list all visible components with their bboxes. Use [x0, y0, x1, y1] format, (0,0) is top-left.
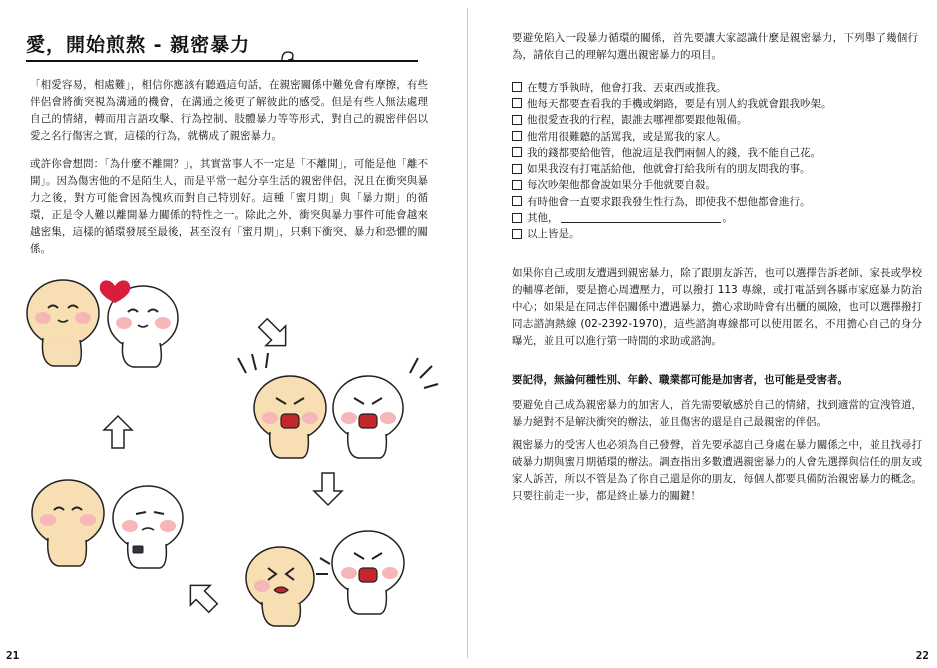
warning-text: 要記得，無論何種性別、年齡、職業都可能是加害者，也可能是受害者。 — [512, 374, 848, 386]
arrow-down-icon — [314, 473, 342, 505]
checkbox[interactable] — [512, 115, 522, 125]
checklist-item[interactable]: 每次吵架他都會說如果分手他就要自殺。 — [512, 177, 922, 193]
left-page — [0, 0, 466, 668]
happy-couple-figure — [27, 280, 178, 367]
victim-paragraph: 親密暴力的受害人也必須為自己發聲，首先要承認自己身處在暴力關係之中，並且找尋打破暴力期與蜜月期循環的辦法。調查指出多數遭遇親密暴力的人會先選擇與信任的朋友或家人訴苦，所以不管是為了你自己還是你的朋友，每個人都要具備防治親密暴力的概念。只要往前走一步，都是終止暴力的關鍵！ — [512, 439, 922, 502]
checkbox[interactable] — [512, 98, 522, 108]
cycle-paragraph: 或許你會想問：「為什麼不離開？」，其實當事人不一定是「不離開」，可能是他「離不開」。因為傷害他的不是陌生人，而是平常一起分享生活的親密伴侶，況且在衝突與暴力之後，對方可能會因為愧疚而對自己特別好。這種「蜜月期」與「暴力期」的循環，正是令人難以離開暴力關係的特性之一。除此之外，衝突與暴力事件可能會越來越密集，這樣的循環發展至最後，甚至沒有「蜜月期」，只剩下衝突、暴力和恐懼的關係。 — [30, 158, 428, 255]
arrow-up-icon — [104, 416, 132, 448]
checklist-item[interactable]: 他很愛查我的行程，跟誰去哪裡都要跟他報備。 — [512, 112, 922, 128]
page-title: 愛，開始煎熬 - 親密暴力 — [26, 34, 251, 56]
checklist-item[interactable]: 在雙方爭執時，他會打我、丟東西或推我。 — [512, 79, 922, 95]
checklist-item[interactable]: 如果我沒有打電話給他，他就會打給我所有的朋友問我的事。 — [512, 160, 922, 176]
checklist-item[interactable]: 以上皆是。 — [512, 226, 922, 242]
checkbox[interactable] — [512, 180, 522, 190]
violence-checklist — [512, 79, 922, 242]
checkbox[interactable] — [512, 213, 522, 223]
right-page — [470, 0, 937, 668]
fighting-couple-figure — [246, 531, 404, 626]
checkbox[interactable] — [512, 164, 522, 174]
quiz-intro: 要避免陷入一段暴力循環的關係，首先要讓大家認識什麼是親密暴力，下列舉了幾個行為，請依自己的理解勾選出親密暴力的項目。 — [512, 32, 918, 61]
checkbox[interactable] — [512, 147, 522, 157]
title-underline — [26, 60, 418, 62]
checkbox[interactable] — [512, 131, 522, 141]
checklist-item[interactable]: 他每天都要查看我的手機或網路，要是有別人約我就會跟我吵架。 — [512, 95, 922, 111]
angry-couple-figure — [238, 353, 438, 458]
spine-divider — [467, 8, 468, 658]
page-number-right: 22 — [915, 649, 929, 662]
checklist-item[interactable]: 有時他會一直要求跟我發生性行為，即使我不想他都會進行。 — [512, 193, 922, 209]
checkbox[interactable] — [512, 229, 522, 239]
checklist-item[interactable]: 我的錢都要給他管，他說這是我們兩個人的錢，我不能自己花。 — [512, 144, 922, 160]
checkbox[interactable] — [512, 196, 522, 206]
apology-couple-figure — [32, 480, 183, 568]
violence-cycle-illustration — [18, 268, 458, 648]
checklist-item[interactable]: 他常用很難聽的話罵我，或是罵我的家人。 — [512, 128, 922, 144]
abuser-paragraph: 要避免自己成為親密暴力的加害人，首先需要敏感於自己的情緒，找到適當的宣洩管道，暴力絕對不是解決衝突的辦法，並且傷害的還是自己最親密的伴侶。 — [512, 399, 922, 428]
title-block — [26, 30, 418, 57]
checkbox[interactable] — [512, 82, 522, 92]
arrow-down-right-icon — [253, 313, 295, 355]
other-blank-line[interactable] — [561, 212, 721, 223]
arrow-up-left-icon — [180, 575, 222, 617]
curl-ornament-icon — [281, 50, 295, 62]
help-paragraph: 如果你自己或朋友遭遇到親密暴力，除了跟朋友訴苦，也可以選擇告訴老師、家長或學校的輔導老師，要是擔心周遭壓力，可以撥打 113 專線，或打電話到各縣市家庭暴力防治中心；如果是在同志伴侶關係中遭遇暴力，擔心求助時會有出櫃的風險，也可以選擇撥打同志諮詢熱線 (02-2392-1970)，這些諮詢專線都可以使用匿名，不用擔心自己的身分曝光，並且可以進行第一時間的求助或諮詢。 — [512, 267, 922, 347]
page-number-left: 21 — [6, 649, 20, 662]
intro-paragraph: 「相愛容易，相處難」，相信你應該有聽過這句話，在親密關係中難免會有摩擦，有些伴侶會將衝突視為溝通的機會，在溝通之後更了解彼此的感受。但是有些人無法處理自己的情緒，轉而用言語攻擊、行為控制、肢體暴力等等形式，對自己的親密伴侶以愛之名行傷害之實，這樣的行為，就構成了親密暴力。 — [30, 79, 428, 142]
checklist-item-other[interactable]: 其他， 。 — [512, 209, 922, 225]
